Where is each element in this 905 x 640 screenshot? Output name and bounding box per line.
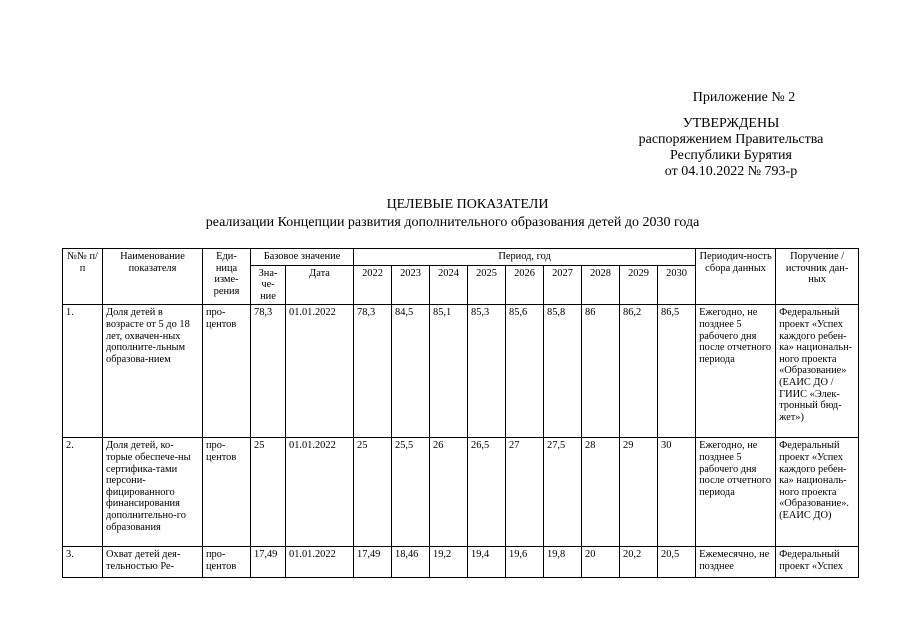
header-year: 2022 [354,265,392,305]
row-year-value: 86 [582,305,620,438]
row-frequency: Ежегодно, не позднее 5 рабочего дня после отчетного периода [696,305,776,438]
approval-line: распоряжением Правительства [638,132,824,147]
row-year-value: 25 [354,438,392,547]
header-year: 2024 [430,265,468,305]
row-source: Федеральный проект «Успех [776,547,859,578]
row-year-value: 18,46 [392,547,430,578]
row-name: Охват детей дея-тельностью Ре- [103,547,203,578]
table-row [63,547,859,578]
header-year: 2025 [468,265,506,305]
row-year-value: 85,3 [468,305,506,438]
row-year-value: 85,1 [430,305,468,438]
header-year: 2023 [392,265,430,305]
row-year-value: 19,2 [430,547,468,578]
row-source: Федеральный проект «Успех каждого ребен-ка» националь-ного проекта «Образование». (ЕАИС ДО) [776,438,859,547]
row-name: Доля детей в возрасте от 5 до 18 лет, охвачен-ных дополните-льным образова-нием [103,305,203,438]
indicators-table [62,248,859,578]
header-year: 2026 [506,265,544,305]
row-year-value: 17,49 [354,547,392,578]
row-year-value: 25,5 [392,438,430,547]
row-year-value: 85,6 [506,305,544,438]
header-year: 2028 [582,265,620,305]
approval-block [600,90,862,180]
document-title [0,196,905,232]
row-year-value: 19,6 [506,547,544,578]
row-frequency: Ежемесячно, не позднее [696,547,776,578]
table-row [63,438,859,547]
header-num: №№ п/п [63,249,103,305]
row-year-value: 19,8 [544,547,582,578]
header-base: Базовое значение [251,249,354,266]
header-year: 2027 [544,265,582,305]
approval-line: от 04.10.2022 № 793-р [664,164,798,179]
header-unit: Еди-ница изме-рения [203,249,251,305]
row-year-value: 27,5 [544,438,582,547]
row-num: 2. [63,438,103,547]
row-base-value: 17,49 [251,547,286,578]
row-year-value: 26 [430,438,468,547]
title-line-1: ЦЕЛЕВЫЕ ПОКАЗАТЕЛИ [386,197,549,212]
header-base-value: Зна-че-ние [251,265,286,305]
row-year-value: 28 [582,438,620,547]
row-base-date: 01.01.2022 [286,438,354,547]
row-year-value: 26,5 [468,438,506,547]
row-year-value: 78,3 [354,305,392,438]
row-year-value: 27 [506,438,544,547]
header-source: Поручение / источник дан-ных [776,249,859,305]
row-unit: про-центов [203,438,251,547]
row-num: 1. [63,305,103,438]
row-year-value: 20,2 [620,547,658,578]
row-year-value: 29 [620,438,658,547]
annex-number: Приложение № 2 [692,90,796,105]
row-year-value: 20,5 [658,547,696,578]
header-row-1 [63,249,859,266]
approval-line: Республики Бурятия [670,148,792,163]
row-base-value: 25 [251,438,286,547]
row-year-value: 30 [658,438,696,547]
row-base-date: 01.01.2022 [286,305,354,438]
row-year-value: 84,5 [392,305,430,438]
title-line-2: реализации Концепции развития дополнительного образования детей до 2030 года [205,215,700,230]
row-year-value: 86,2 [620,305,658,438]
header-name: Наименование показателя [103,249,203,305]
row-num: 3. [63,547,103,578]
header-base-date: Дата [286,265,354,305]
approval-line: УТВЕРЖДЕНЫ [682,116,780,131]
row-year-value: 85,8 [544,305,582,438]
row-frequency: Ежегодно, не позднее 5 рабочего дня после отчетного периода [696,438,776,547]
row-year-value: 86,5 [658,305,696,438]
header-frequency: Периодич-ность сбора данных [696,249,776,305]
header-year: 2030 [658,265,696,305]
row-unit: про-центов [203,305,251,438]
header-period: Период, год [354,249,696,266]
row-year-value: 20 [582,547,620,578]
header-year: 2029 [620,265,658,305]
row-base-value: 78,3 [251,305,286,438]
approval-stamp [600,116,862,180]
table-row [63,305,859,438]
row-year-value: 19,4 [468,547,506,578]
row-source: Федеральный проект «Успех каждого ребен-ка» национальн-ного проекта «Образование» (ЕАИС ДО / ГИИС «Элек-тронный бюд-жет») [776,305,859,438]
row-unit: про-центов [203,547,251,578]
row-name: Доля детей, ко-торые обеспече-ны сертифика-тами персони-фицированного финансирования дополнительно-го образования [103,438,203,547]
row-base-date: 01.01.2022 [286,547,354,578]
